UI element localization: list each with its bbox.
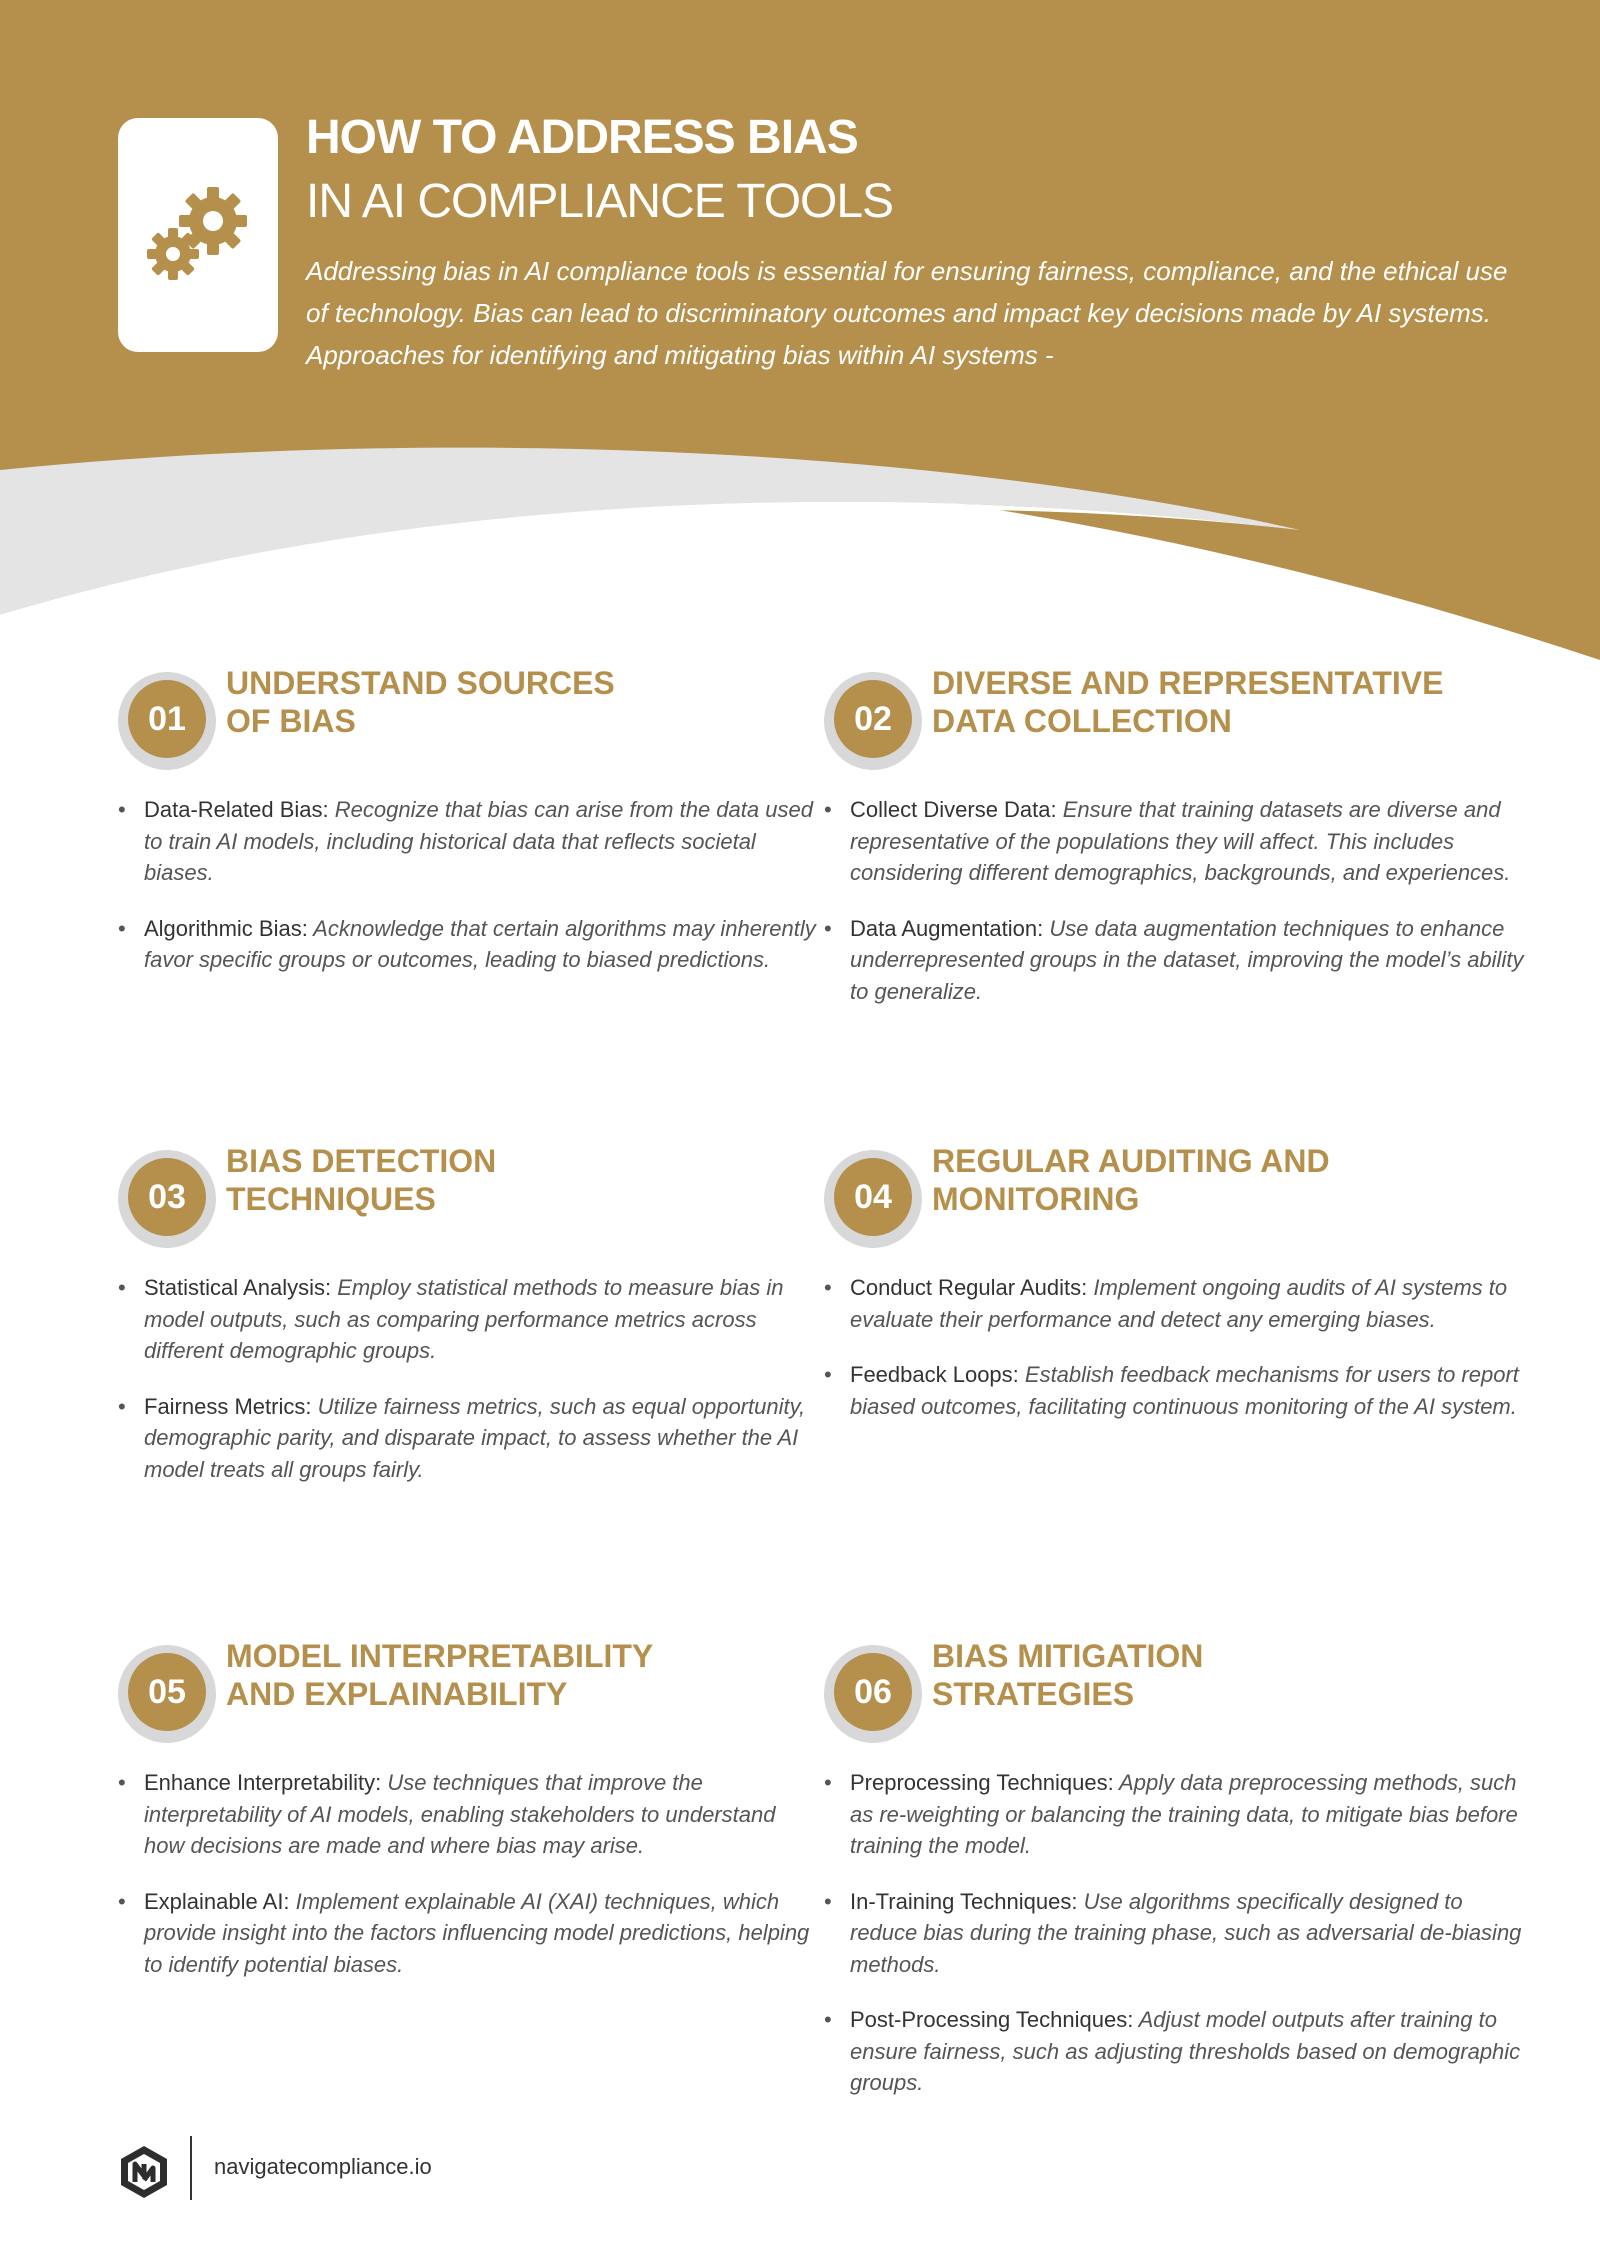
section-title-line: TECHNIQUES	[226, 1181, 436, 1217]
bullet-text: Apply data preprocessing methods, such as re-weighting or balancing the training data, to mitigate bias before training the model.	[850, 1770, 1518, 1858]
bullet-text: Use algorithms specifically designed to reduce bias during the training phase, such as adversarial de-biasing methods.	[850, 1888, 1522, 1977]
bullet-label: Data-Related Bias:	[144, 797, 329, 822]
section-number: 04	[834, 1158, 912, 1236]
section-title-line: MONITORING	[932, 1181, 1140, 1217]
bullet-item	[824, 794, 1524, 889]
bullet-label: Preprocessing Techniques:	[850, 1770, 1114, 1795]
bullet-list	[824, 1272, 1524, 1446]
bullet-item	[824, 1886, 1524, 1981]
bullet-item	[824, 1359, 1524, 1422]
section-02	[824, 664, 1524, 1004]
bullet-item	[824, 913, 1524, 1008]
bullet-label: Feedback Loops:	[850, 1362, 1019, 1387]
bullet-list	[118, 1767, 818, 2004]
header	[0, 0, 1600, 420]
intro-line: of technology. Bias can lead to discriminatory outcomes and impact key decisions made by AI systems.	[306, 298, 1491, 328]
website-link[interactable]: navigatecompliance.io	[214, 2154, 432, 2179]
bullet-label: Statistical Analysis:	[144, 1275, 332, 1300]
section-number-badge	[824, 1150, 922, 1248]
section-title-line: OF BIAS	[226, 703, 356, 739]
section-title	[226, 1142, 496, 1218]
section-number: 05	[128, 1653, 206, 1731]
section-title-line: BIAS MITIGATION	[932, 1638, 1204, 1674]
bullet-list	[118, 794, 818, 1000]
bullet-item	[118, 1886, 818, 1981]
section-number-badge	[118, 1645, 216, 1743]
section-01	[118, 664, 818, 972]
bullet-item	[824, 1272, 1524, 1335]
bullet-item	[118, 794, 818, 889]
intro-paragraph	[306, 250, 1566, 376]
bullet-text: Establish feedback mechanisms for users to report biased outcomes, facilitating continuous monitoring of the AI system.	[850, 1362, 1519, 1419]
bullet-item	[118, 1391, 818, 1486]
intro-line: Approaches for identifying and mitigating bias within AI systems -	[306, 340, 1054, 370]
bullet-text: Adjust model outputs after training to ensure fairness, such as adjusting thresholds based on demographic groups.	[850, 2007, 1521, 2095]
section-title	[932, 664, 1443, 740]
section-05	[118, 1637, 818, 1977]
section-title-line: BIAS DETECTION	[226, 1143, 497, 1179]
section-number-badge	[118, 1150, 216, 1248]
bullet-label: Collect Diverse Data:	[850, 797, 1057, 822]
section-04	[824, 1142, 1524, 1419]
section-number: 02	[834, 680, 912, 758]
section-number: 03	[128, 1158, 206, 1236]
bullet-label: Enhance Interpretability:	[144, 1770, 382, 1795]
bullet-text: Implement explainable AI (XAI) techniques, which provide insight into the factors influencing model predictions, helping to identify potential biases.	[144, 1888, 810, 1977]
bullet-text: Recognize that bias can arise from the data used to train AI models, including historical data that reflects societal biases.	[144, 797, 813, 885]
page-title-line-1: HOW TO ADDRESS BIAS	[306, 111, 858, 164]
bullet-list	[824, 794, 1524, 1031]
bullet-list	[824, 1767, 1524, 2123]
bullet-text: Use data augmentation techniques to enhance underrepresented groups in the dataset, improving the model’s ability to generalize.	[850, 915, 1524, 1004]
section-title	[932, 1637, 1203, 1713]
bullet-text: Employ statistical methods to measure bias in model outputs, such as comparing performance metrics across different demographic groups.	[144, 1275, 784, 1363]
page-title-line-2: IN AI COMPLIANCE TOOLS	[306, 175, 894, 228]
section-title	[932, 1142, 1330, 1218]
bullet-label: Conduct Regular Audits:	[850, 1275, 1088, 1300]
bullet-label: Fairness Metrics:	[144, 1393, 312, 1419]
bullet-text: Use techniques that improve the interpretability of AI models, enabling stakeholders to understand how decisions are made and where bias may arise.	[144, 1770, 776, 1858]
section-title-line: AND EXPLAINABILITY	[226, 1676, 568, 1712]
header-icon-card	[118, 118, 278, 352]
section-title-line: REGULAR AUDITING AND	[932, 1143, 1330, 1179]
bullet-label: Algorithmic Bias:	[144, 915, 308, 941]
bullet-item	[118, 1767, 818, 1862]
bullet-label: Post-Processing Techniques:	[850, 2007, 1134, 2032]
section-number-badge	[824, 672, 922, 770]
bullet-item	[824, 1767, 1524, 1862]
bullet-text: Acknowledge that certain algorithms may inherently favor specific groups or outcomes, leading to biased predictions.	[144, 915, 816, 972]
bullet-item	[824, 2004, 1524, 2099]
bullet-item	[118, 913, 818, 976]
section-title	[226, 1637, 653, 1713]
section-03	[118, 1142, 818, 1482]
bullet-text: Implement ongoing audits of AI systems to evaluate their performance and detect any emerging biases.	[850, 1275, 1508, 1332]
section-title-line: UNDERSTAND SOURCES	[226, 665, 615, 701]
section-number-badge	[118, 672, 216, 770]
bullet-text: Ensure that training datasets are diverse and representative of the populations they will affect. This includes considering different demographics, backgrounds, and experiences.	[850, 797, 1511, 885]
bullet-label: Data Augmentation:	[850, 915, 1044, 941]
gears-icon	[138, 176, 258, 296]
bullet-label: In-Training Techniques:	[850, 1888, 1078, 1914]
bullet-item	[118, 1272, 818, 1367]
section-number: 06	[834, 1653, 912, 1731]
footer-divider	[190, 2136, 192, 2200]
navigate-logo-icon	[118, 2144, 170, 2200]
intro-line: Addressing bias in AI compliance tools is essential for ensuring fairness, compliance, and the ethical use	[306, 256, 1508, 286]
bullet-list	[118, 1272, 818, 1509]
section-06	[824, 1637, 1524, 2095]
section-title-line: STRATEGIES	[932, 1676, 1135, 1712]
section-number-badge	[824, 1645, 922, 1743]
bullet-text: Utilize fairness metrics, such as equal opportunity, demographic parity, and disparate impact, to assess whether the AI model treats all groups fairly.	[144, 1393, 806, 1482]
section-number: 01	[128, 680, 206, 758]
section-title-line: MODEL INTERPRETABILITY	[226, 1638, 654, 1674]
section-title	[226, 664, 615, 740]
bullet-label: Explainable AI:	[144, 1888, 290, 1914]
section-title-line: DATA COLLECTION	[932, 703, 1232, 739]
section-title-line: DIVERSE AND REPRESENTATIVE	[932, 665, 1444, 701]
